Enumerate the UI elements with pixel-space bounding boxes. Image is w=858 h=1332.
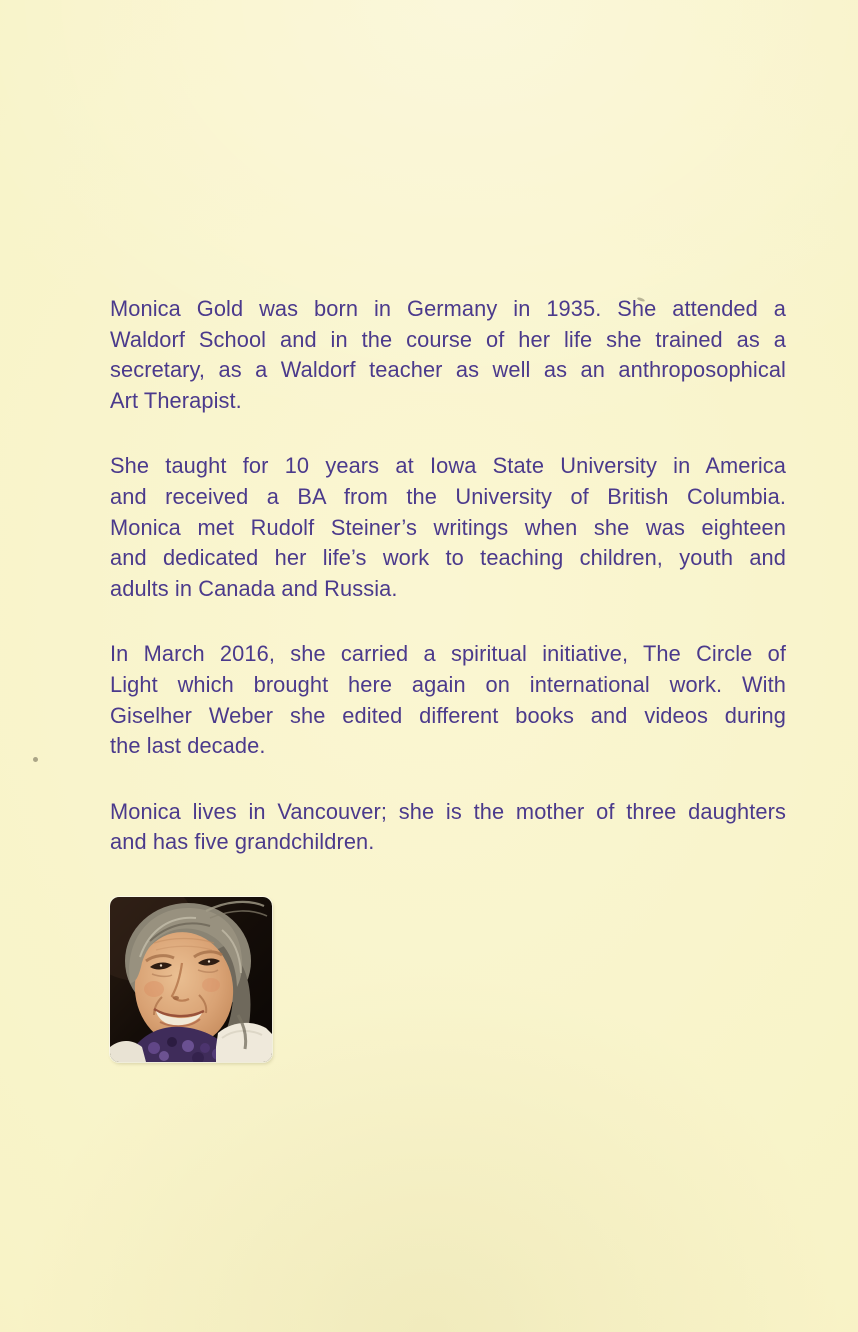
bio-text-line: Monica met Rudolf Steiner’s writings when she was eighteen [110,514,786,540]
bio-text-line: Art Therapist. [110,387,242,413]
author-biography [110,294,786,858]
bio-paragraph-2 [110,451,786,604]
bio-paragraph-1 [110,294,786,416]
scan-speck [33,757,38,762]
bio-text-line: and received a BA from the University of British Columbia. [110,483,786,509]
bio-text-line: Giselher Weber she edited different books and videos during [110,702,786,728]
bio-text-line: the last decade. [110,733,266,759]
bio-text-line: adults in Canada and Russia. [110,575,398,601]
bio-text-line: Monica Gold was born in Germany in 1935. She attended a [110,296,786,321]
bio-text-line: She taught for 10 years at Iowa State University in America [110,453,786,479]
bio-text-line: and has five grandchildren. [110,829,375,855]
bio-paragraph-4 [110,797,786,858]
bio-text-line: and dedicated her life’s work to teaching children, youth and [110,545,786,571]
bio-text-line: Waldorf School and in the course of her life she trained as a [110,326,786,352]
bio-text-line: In March 2016, she carried a spiritual initiative, The Circle of [110,641,786,667]
bio-text-line: secretary, as a Waldorf teacher as well as an anthroposophical [110,357,786,383]
author-photo [110,897,272,1062]
author-photo-illustration [110,897,272,1062]
bio-text-line: Monica lives in Vancouver; she is the mother of three daughters [110,798,786,824]
bio-paragraph-3 [110,639,786,761]
bio-text-line: Light which brought here again on international work. With [110,671,786,697]
